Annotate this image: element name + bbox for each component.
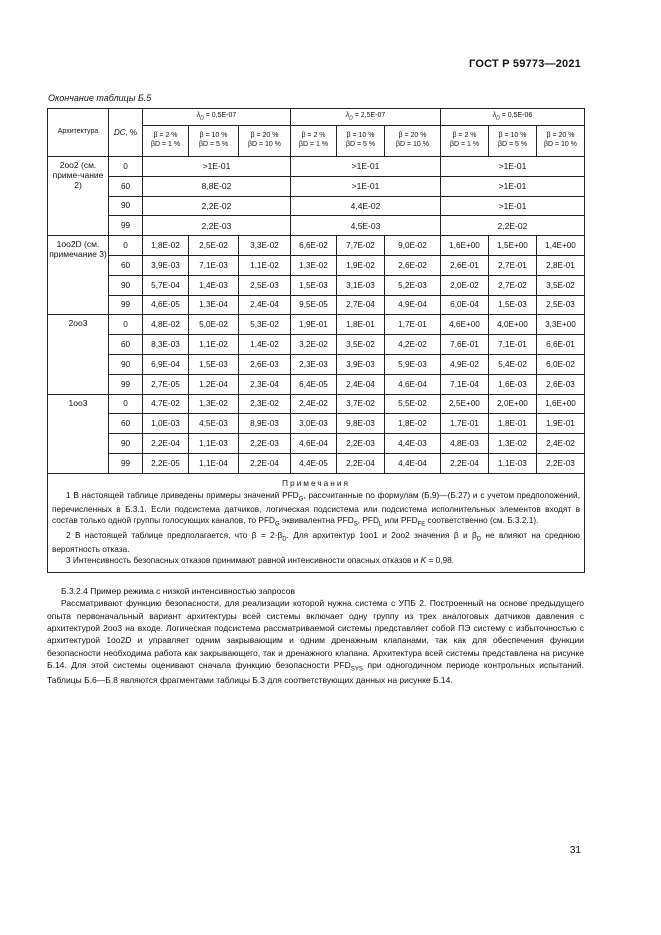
value-cell: 6,0E-04	[441, 295, 489, 315]
value-cell: 2,5E-03	[239, 275, 291, 295]
page-number: 31	[569, 845, 581, 856]
value-cell: 4,0E+00	[489, 315, 537, 335]
value-cell: 2,2E-04	[143, 434, 189, 454]
table-caption: Окончание таблицы Б.5	[48, 93, 152, 103]
merged-value-cell: >1E-01	[441, 196, 585, 216]
value-cell: 2,7E-05	[143, 374, 189, 394]
value-cell: 2,2E-03	[239, 434, 291, 454]
merged-value-cell: >1E-01	[441, 176, 585, 196]
value-cell: 2,6E-03	[239, 354, 291, 374]
value-cell: 2,7E-02	[489, 275, 537, 295]
value-cell: 3,5E-02	[537, 275, 585, 295]
value-cell: 4,8E-03	[441, 434, 489, 454]
value-cell: 1,7E-01	[441, 414, 489, 434]
value-cell: 2,7E-01	[489, 255, 537, 275]
value-cell: 4,8E-02	[143, 315, 189, 335]
value-cell: 3,1E-03	[337, 275, 385, 295]
dc-cell: 90	[109, 275, 143, 295]
architecture-cell: 1oo3	[48, 394, 109, 473]
value-cell: 1,5E-03	[489, 295, 537, 315]
value-cell: 1,5E-03	[189, 354, 239, 374]
value-cell: 3,3E+00	[537, 315, 585, 335]
table-row	[48, 255, 585, 275]
table-row	[48, 374, 585, 394]
dc-cell: 0	[109, 236, 143, 256]
merged-value-cell: 4,4E-02	[291, 196, 441, 216]
value-cell: 4,6E-04	[385, 374, 441, 394]
value-cell: 6,6E-02	[291, 236, 337, 256]
table-row	[48, 414, 585, 434]
beta-label: β = 10 %	[498, 132, 527, 140]
value-cell: 1,6E+00	[537, 394, 585, 414]
value-cell: 2,3E-03	[291, 354, 337, 374]
value-cell: 1,1E-03	[189, 434, 239, 454]
dc-cell: 99	[109, 453, 143, 473]
table-row	[48, 453, 585, 473]
value-cell: 2,0E-02	[441, 275, 489, 295]
value-cell: 2,3E-04	[239, 374, 291, 394]
value-cell: 6,4E-05	[291, 374, 337, 394]
dc-cell: 99	[109, 216, 143, 236]
dc-cell: 90	[109, 196, 143, 216]
dc-cell: 0	[109, 394, 143, 414]
value-cell: 1,6E-03	[489, 374, 537, 394]
value-cell: 1,8E-01	[489, 414, 537, 434]
beta-d-label: βD = 5 %	[198, 141, 229, 148]
table-row	[48, 216, 585, 236]
value-cell: 1,7E-01	[385, 315, 441, 335]
merged-value-cell: 2,2E-03	[143, 216, 291, 236]
beta-d-label: βD = 1 %	[449, 141, 480, 148]
value-cell: 2,2E-03	[337, 434, 385, 454]
header-beta-subcol	[143, 126, 189, 157]
architecture-cell: 1oo2D (см. примечание 3)	[48, 236, 109, 315]
value-cell: 5,9E-03	[385, 354, 441, 374]
value-cell: 1,3E-02	[489, 434, 537, 454]
header-architecture: Архитектура	[48, 109, 109, 157]
value-cell: 2,2E-04	[239, 453, 291, 473]
header-lambda-group: $\lambda_D = 0,5E-07$	[143, 109, 291, 126]
dc-cell: 90	[109, 354, 143, 374]
value-cell: 8,9E-03	[239, 414, 291, 434]
header-beta-subcol	[337, 126, 385, 157]
value-cell: 1,6E+00	[441, 236, 489, 256]
header-beta-subcol	[239, 126, 291, 157]
value-cell: 2,4E-02	[537, 434, 585, 454]
value-cell: 4,4E-05	[291, 453, 337, 473]
dc-cell: 0	[109, 157, 143, 177]
document-header: ГОСТ Р 59773—2021	[469, 58, 581, 70]
value-cell: 2,5E-02	[189, 236, 239, 256]
value-cell: 1,4E-02	[239, 335, 291, 355]
architecture-cell: 2oo3	[48, 315, 109, 394]
dc-cell: 60	[109, 176, 143, 196]
header-beta-subcol	[189, 126, 239, 157]
merged-value-cell: 8,8E-02	[143, 176, 291, 196]
value-cell: 1,3E-04	[189, 295, 239, 315]
value-cell: 6,9E-04	[143, 354, 189, 374]
value-cell: 4,7E-02	[143, 394, 189, 414]
value-cell: 1,1E-02	[239, 255, 291, 275]
header-beta-subcol	[291, 126, 337, 157]
value-cell: 7,6E-01	[441, 335, 489, 355]
value-cell: 2,2E-04	[337, 453, 385, 473]
dc-cell: 99	[109, 295, 143, 315]
value-cell: 2,3E-02	[239, 394, 291, 414]
value-cell: 7,1E-04	[441, 374, 489, 394]
value-cell: 3,7E-02	[337, 394, 385, 414]
merged-value-cell: >1E-01	[291, 176, 441, 196]
table-row	[48, 275, 585, 295]
value-cell: 4,6E+00	[441, 315, 489, 335]
header-beta-subcol	[441, 126, 489, 157]
merged-value-cell: 4,5E-03	[291, 216, 441, 236]
value-cell: 1,9E-02	[337, 255, 385, 275]
merged-value-cell: >1E-01	[143, 157, 291, 177]
value-cell: 2,0E+00	[489, 394, 537, 414]
value-cell: 8,3E-03	[143, 335, 189, 355]
value-cell: 4,6E-04	[291, 434, 337, 454]
merged-value-cell: >1E-01	[291, 157, 441, 177]
value-cell: 2,5E+00	[441, 394, 489, 414]
header-dc: DC, %	[109, 109, 143, 157]
data-table	[47, 108, 585, 573]
dc-cell: 60	[109, 414, 143, 434]
value-cell: 9,0E-02	[385, 236, 441, 256]
value-cell: 1,9E-01	[291, 315, 337, 335]
beta-label: β = 2 %	[452, 132, 477, 140]
value-cell: 1,1E-03	[489, 453, 537, 473]
value-cell: 2,8E-01	[537, 255, 585, 275]
value-cell: 5,7E-04	[143, 275, 189, 295]
beta-label: β = 20 %	[250, 132, 279, 140]
body-text	[47, 585, 584, 687]
value-cell: 2,4E-04	[239, 295, 291, 315]
value-cell: 1,5E+00	[489, 236, 537, 256]
value-cell: 6,0E-02	[537, 354, 585, 374]
value-cell: 1,2E-04	[189, 374, 239, 394]
dc-cell: 0	[109, 315, 143, 335]
table-row	[48, 394, 585, 414]
value-cell: 5,3E-02	[239, 315, 291, 335]
paragraph: Рассматривают функцию безопасности, для реализации которой нужна система с УПБ 2. Построенный на основе предыдущего опыта первоначальный вариант архитектуры всей системы включает одну группу из трех аналоговых датчиков давления с архитектурой 2oo3 на входе. Логическая подсистема рассматриваемой системы представляет собой ПЭ систему с избыточностью с архитектурой 1oo2D и управляет одним закрывающим и одним дренажным клапанами, так как для обеспечения функции безопасности необходима работа как закрывающего, так и дренажного клапана. Архитектура всей системы представлена на рисунке Б.14. Для этой системы оценивают сначала функцию безопасности $PFD_{SYS}$ при одногодичном периоде контрольных испытаний. Таблицы Б.6—Б.8 являются фрагментами таблицы Б.3 для соответствующих данных на рисунке Б.14.	[47, 598, 584, 686]
beta-d-label: βD = 1 %	[298, 141, 329, 148]
value-cell: 2,5E-03	[537, 295, 585, 315]
value-cell: 1,3E-02	[291, 255, 337, 275]
table-row	[48, 295, 585, 315]
value-cell: 5,4E-02	[489, 354, 537, 374]
value-cell: 4,4E-04	[385, 453, 441, 473]
architecture-cell: 2oo2 (см. приме-чание 2)	[48, 157, 109, 236]
value-cell: 1,9E-01	[537, 414, 585, 434]
value-cell: 3,0E-03	[291, 414, 337, 434]
value-cell: 5,2E-03	[385, 275, 441, 295]
notes-row	[48, 473, 585, 573]
value-cell: 1,8E-02	[385, 414, 441, 434]
dc-cell: 90	[109, 434, 143, 454]
value-cell: 1,4E-03	[189, 275, 239, 295]
beta-d-label: βD = 10 %	[543, 141, 577, 148]
value-cell: 3,3E-02	[239, 236, 291, 256]
value-cell: 2,2E-03	[537, 453, 585, 473]
header-beta-subcol	[385, 126, 441, 157]
value-cell: 1,1E-04	[189, 453, 239, 473]
table-row	[48, 354, 585, 374]
beta-d-label: βD = 10 %	[395, 141, 429, 148]
beta-label: β = 20 %	[546, 132, 575, 140]
value-cell: 1,0E-03	[143, 414, 189, 434]
value-cell: 2,6E-01	[441, 255, 489, 275]
header-lambda-group: $\lambda_D = 2,5E-07$	[291, 109, 441, 126]
value-cell: 1,5E-03	[291, 275, 337, 295]
beta-label: β = 10 %	[199, 132, 228, 140]
table-row	[48, 335, 585, 355]
value-cell: 4,2E-02	[385, 335, 441, 355]
value-cell: 5,5E-02	[385, 394, 441, 414]
value-cell: 9,8E-03	[337, 414, 385, 434]
dc-cell: 60	[109, 255, 143, 275]
dc-cell: 60	[109, 335, 143, 355]
section-heading: Б.3.2.4 Пример режима с низкой интенсивностью запросов	[61, 586, 295, 596]
value-cell: 3,2E-02	[291, 335, 337, 355]
notes-cell	[48, 473, 585, 573]
value-cell: 7,1E-03	[189, 255, 239, 275]
value-cell: 2,6E-03	[537, 374, 585, 394]
value-cell: 3,5E-02	[337, 335, 385, 355]
beta-label: β = 2 %	[301, 132, 326, 140]
table-row	[48, 434, 585, 454]
header-lambda-group: $\lambda_D = 0,5E-06$	[441, 109, 585, 126]
beta-d-label: βD = 10 %	[247, 141, 281, 148]
merged-value-cell: >1E-01	[441, 157, 585, 177]
value-cell: 7,7E-02	[337, 236, 385, 256]
beta-label: β = 20 %	[398, 132, 427, 140]
value-cell: 6,6E-01	[537, 335, 585, 355]
value-cell: 2,7E-04	[337, 295, 385, 315]
merged-value-cell: 2,2E-02	[143, 196, 291, 216]
table-row	[48, 196, 585, 216]
header-beta-subcol	[537, 126, 585, 157]
value-cell: 4,4E-03	[385, 434, 441, 454]
value-cell: 4,6E-05	[143, 295, 189, 315]
beta-d-label: βD = 5 %	[345, 141, 376, 148]
value-cell: 1,4E+00	[537, 236, 585, 256]
notes-title: Примечания	[282, 477, 350, 488]
value-cell: 5,0E-02	[189, 315, 239, 335]
value-cell: 2,4E-04	[337, 374, 385, 394]
value-cell: 1,3E-02	[189, 394, 239, 414]
value-cell: 4,5E-03	[189, 414, 239, 434]
header-beta-subcol	[489, 126, 537, 157]
beta-label: β = 2 %	[153, 132, 178, 140]
value-cell: 3,9E-03	[143, 255, 189, 275]
note-item: 1 В настоящей таблице приведены примеры значений $PFD_G$, рассчитанные по формулам (Б.9)—(Б.27) и с учетом предположений, перечисленных в Б.3.1. Если подсистема датчиков, логическая подсистема или подсистема исполнительных элементов входят в состав только одной группы голосующих каналов, то $PFD_G$ эквивалентна $PFD_S$, $PFD_L$ или $PFD_{FE}$ соответственно (см. Б.3.2.1).	[52, 489, 580, 529]
dc-cell: 99	[109, 374, 143, 394]
value-cell: 2,2E-05	[143, 453, 189, 473]
note-item: 2 В настоящей таблице предполагается, что $\beta = 2\cdot\beta_D$. Для архитектур 1oo1 и 2oo2 значения β и $\beta_D$ не влияют на среднюю вероятность отказа.	[52, 529, 580, 554]
table-row	[48, 176, 585, 196]
table-row	[48, 236, 585, 256]
value-cell: 9,5E-05	[291, 295, 337, 315]
value-cell: 2,6E-02	[385, 255, 441, 275]
value-cell: 2,2E-04	[441, 453, 489, 473]
table-row	[48, 315, 585, 335]
value-cell: 4,9E-02	[441, 354, 489, 374]
value-cell: 1,8E-02	[143, 236, 189, 256]
value-cell: 2,4E-02	[291, 394, 337, 414]
value-cell: 7,1E-01	[489, 335, 537, 355]
value-cell: 4,9E-04	[385, 295, 441, 315]
value-cell: 1,1E-02	[189, 335, 239, 355]
merged-value-cell: 2,2E-02	[441, 216, 585, 236]
beta-label: β = 10 %	[346, 132, 375, 140]
value-cell: 1,8E-01	[337, 315, 385, 335]
table-row	[48, 157, 585, 177]
beta-d-label: βD = 1 %	[150, 141, 181, 148]
value-cell: 3,9E-03	[337, 354, 385, 374]
note-item: 3 Интенсивность безопасных отказов принимают равной интенсивности опасных отказов и K = 0,98.	[66, 555, 455, 566]
beta-d-label: βD = 5 %	[497, 141, 528, 148]
